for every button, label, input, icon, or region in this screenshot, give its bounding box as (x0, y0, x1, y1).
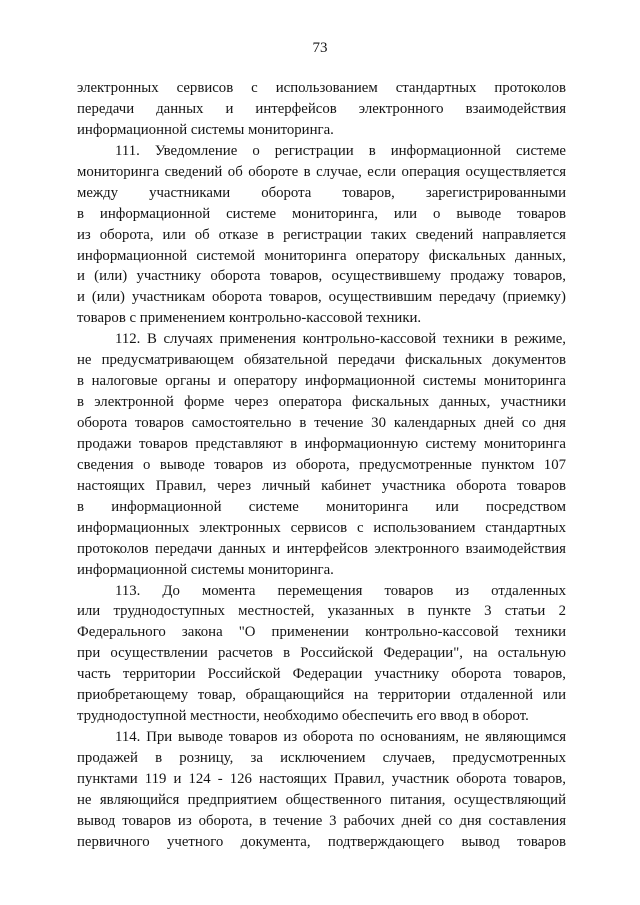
text-line: мониторинга сведений об обороте в случае, если операция осуществляется (77, 163, 566, 180)
text-line: продажи товаров представляют в информационную систему мониторинга (77, 435, 566, 452)
text-line: в информационной системе мониторинга, или о выводе товаров (77, 205, 566, 222)
text-line: передачи данных и интерфейсов электронного взаимодействия (77, 100, 566, 117)
text-line: в информационной системе мониторинга или посредством (77, 498, 566, 515)
paragraph-first-line: 114. При выводе товаров из оборота по основаниям, не являющимся (115, 729, 566, 746)
text-line: сведения о выводе товаров из оборота, предусмотренные пунктом 107 (77, 456, 566, 473)
text-line: между участниками оборота товаров, зарегистрированными (77, 184, 566, 201)
text-line: приобретающему товар, обращающийся на территории отдаленной или (77, 687, 566, 704)
text-line: или труднодоступных местностей, указанных в пункте 3 статьи 2 (77, 603, 566, 620)
text-line: в электронной форме через оператора фискальных данных, участники (77, 394, 566, 411)
text-line: из оборота, или об отказе в регистрации таких сведений направляется (77, 226, 566, 243)
text-line: труднодоступной местности, необходимо обеспечить его ввод в оборот. (77, 708, 529, 725)
text-line: часть территории Российской Федерации участнику оборота товаров, (77, 666, 566, 683)
text-line: протоколов передачи данных и интерфейсов электронного взаимодействия (77, 540, 566, 557)
text-line: товаров с применением контрольно-кассовой техники. (77, 310, 422, 327)
text-line: информационной системы мониторинга. (77, 121, 334, 138)
text-line: Федерального закона "О применении контрольно-кассовой техники (77, 624, 566, 641)
text-line: не являющийся предприятием общественного питания, осуществляющий (77, 791, 566, 808)
text-line: информационной системой мониторинга оператору фискальных данных, (77, 247, 566, 264)
text-line: пунктами 119 и 124 - 126 настоящих Правил, участник оборота товаров, (77, 770, 566, 787)
text-line: электронных сервисов с использованием стандартных протоколов (77, 80, 566, 96)
text-line: оборота товаров самостоятельно в течение 30 календарных дней со дня (77, 415, 566, 431)
text-line: информационных электронных сервисов с использованием стандартных (77, 519, 566, 536)
paragraph-first-line: 112. В случаях применения контрольно-кассовой техники в режиме, (115, 331, 566, 348)
page-number: 73 (312, 40, 328, 56)
text-line: и (или) участникам оборота товаров, осуществившим передачу (приемку) (77, 289, 566, 306)
text-line: при осуществлении расчетов в Российской Федерации", на остальную (77, 645, 566, 662)
text-line: информационной системы мониторинга. (77, 561, 334, 578)
paragraph-first-line: 111. Уведомление о регистрации в информационной системе (115, 142, 566, 159)
text-line: продажей в розницу, за исключением случаев, предусмотренных (77, 750, 566, 766)
text-line: в налоговые органы и оператору информационной системы мониторинга (77, 373, 566, 390)
text-line: и (или) участнику оборота товаров, осуществившему продажу товаров, (77, 268, 566, 285)
document-body (77, 78, 566, 853)
text-line: не предусматривающем обязательной передачи фискальных документов (77, 352, 566, 369)
text-line: настоящих Правил, через личный кабинет участника оборота товаров (77, 477, 566, 494)
text-line: вывод товаров из оборота, в течение 3 рабочих дней со дня составления (77, 812, 566, 829)
text-line: первичного учетного документа, подтверждающего вывод товаров (77, 833, 566, 850)
paragraph-first-line: 113. До момента перемещения товаров из отдаленных (115, 582, 566, 599)
